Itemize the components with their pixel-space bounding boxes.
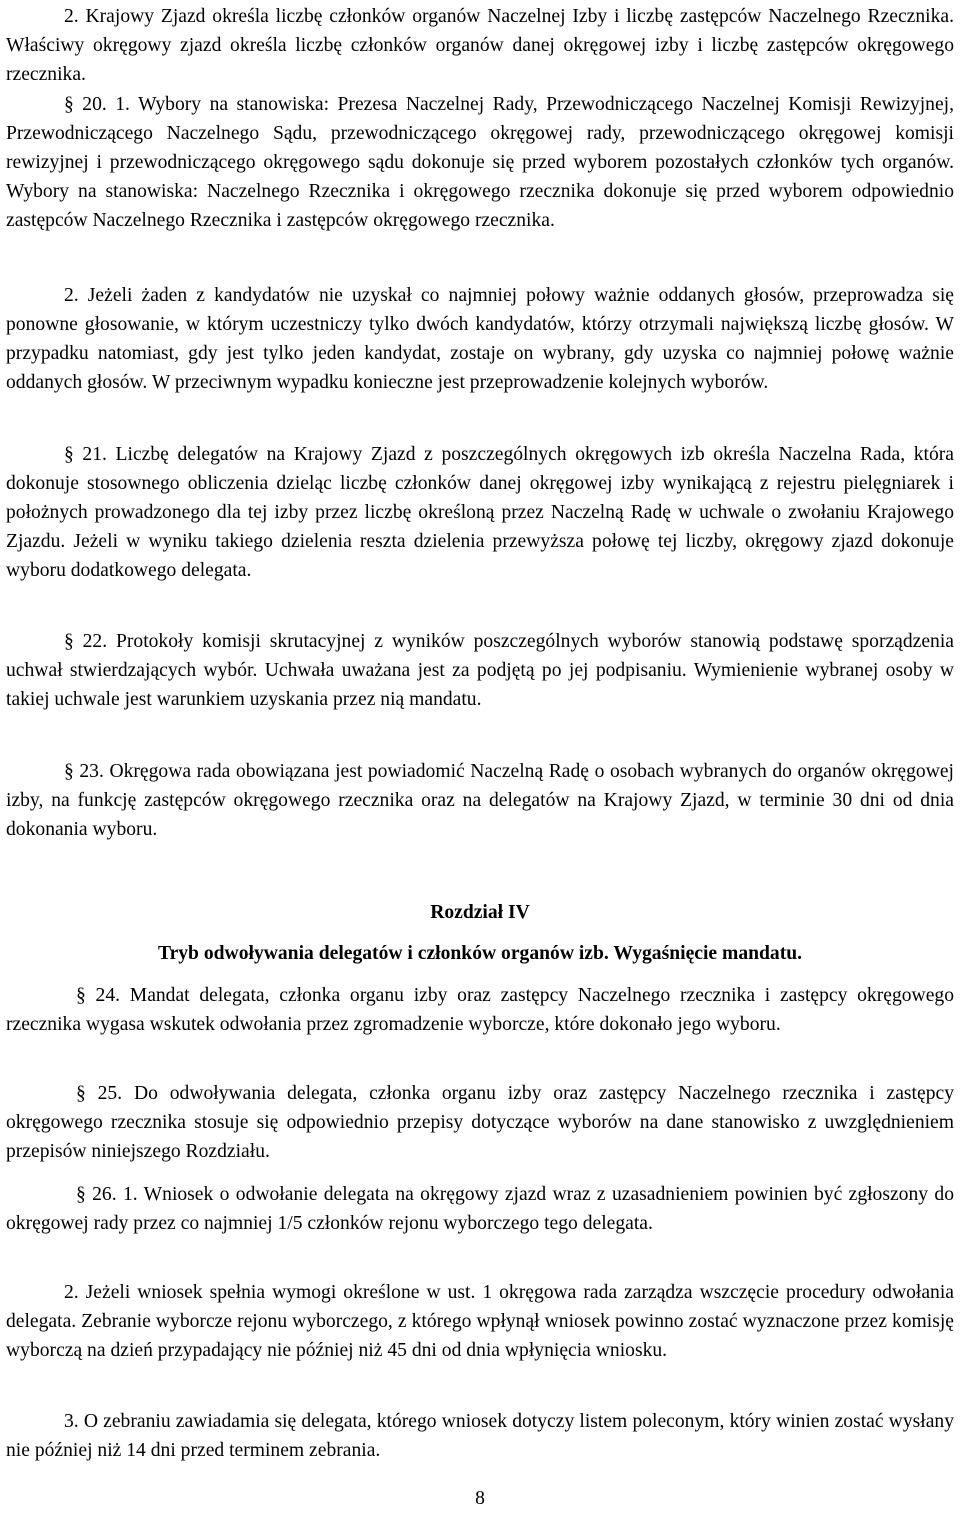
section-number: § 23. xyxy=(64,761,110,782)
section-number: § 25. xyxy=(76,1083,134,1104)
paragraph-text: Protokoły komisji skrutacyjnej z wyników poszczególnych wyborów stanowią podstawę sporządzenia uchwał stwierdzających wybór. Uchwała uważana jest za podjętą po jej podpisaniu. Wymienienie wybranej osoby w takiej uchwale jest warunkiem uzyskania przez nią mandatu. xyxy=(6,631,954,710)
section-26 xyxy=(6,1180,954,1238)
section-number: § 26. xyxy=(76,1184,123,1205)
paragraph-text: 2. Jeżeli żaden z kandydatów nie uzyskał co najmniej połowy ważnie oddanych głosów, przeprowadza się ponowne głosowanie, w którym uczestniczy tylko dwóch kandydatów, którzy otrzymali największą liczbę głosów. W przypadku natomiast, gdy jest tylko jeden kandydat, zostaje on wybrany, gdy uzyska co najmniej połowę ważnie oddanych głosów. W przeciwnym wypadku konieczne jest przeprowadzenie kolejnych wyborów. xyxy=(6,285,954,393)
paragraph-text: 2. Krajowy Zjazd określa liczbę członków organów Naczelnej Izby i liczbę zastępców Naczelnego Rzecznika. Właściwy okręgowy zjazd określa liczbę członków organów danej okręgowej izby i liczbę zastępców okręgowego rzecznika. xyxy=(6,6,954,85)
section-26-point-2 xyxy=(6,1278,954,1365)
section-24 xyxy=(6,981,954,1039)
section-23 xyxy=(6,757,954,844)
section-25 xyxy=(6,1079,954,1166)
section-26-point-3 xyxy=(6,1407,954,1465)
paragraph-text: 2. Jeżeli wniosek spełnia wymogi określone w ust. 1 okręgowa rada zarządza wszczęcie procedury odwołania delegata. Zebranie wyborcze rejonu wyborczego, z którego wpłynął wniosek powinno zostać wyznaczone przez komisję wyborczą na dzień przypadający nie później niż 45 dni od dnia wpłynięcia wniosku. xyxy=(6,1282,954,1361)
paragraph-text: 1. Wniosek o odwołanie delegata na okręgowy zjazd wraz z uzasadnieniem powinien być zgłoszony do okręgowej rady przez co najmniej 1/5 członków rejonu wyborczego tego delegata. xyxy=(6,1184,954,1234)
paragraph-text: Okręgowa rada obowiązana jest powiadomić Naczelną Radę o osobach wybranych do organów okręgowej izby, na funkcję zastępców okręgowego rzecznika oraz na delegatów na Krajowy Zjazd, w terminie 30 dni od dnia dokonania wyboru. xyxy=(6,761,954,840)
chapter-subtitle: Tryb odwoływania delegatów i członków organów izb. Wygaśnięcie mandatu. xyxy=(157,943,803,964)
section-number: § 21. xyxy=(64,444,116,465)
paragraph-krajowy-zjazd xyxy=(6,2,954,89)
paragraph-text: 1. Wybory na stanowiska: Prezesa Naczelnej Rady, Przewodniczącego Naczelnej Komisji Rewizyjnej, Przewodniczącego Naczelnego Sądu, przewodniczącego okręgowej rady, przewodniczącego okręgowej komisji rewizyjnej i przewodniczącego okręgowego sądu dokonuje się przed wyborem pozostałych członków tych organów. Wybory na stanowiska: Naczelnego Rzecznika i okręgowego rzecznika dokonuje się przed wyborem odpowiednio zastępców Naczelnego Rzecznika i zastępców okręgowego rzecznika. xyxy=(6,94,954,231)
section-number: § 22. xyxy=(64,631,116,652)
page-number: 8 xyxy=(475,1488,485,1509)
section-number: § 24. xyxy=(76,985,130,1006)
section-20-point-2 xyxy=(6,281,954,397)
paragraph-text: Mandat delegata, członka organu izby oraz zastępcy Naczelnego rzecznika i zastępcy okręgowego rzecznika wygasa wskutek odwołania przez zgromadzenie wyborcze, które dokonało jego wyboru. xyxy=(6,985,954,1035)
section-21 xyxy=(6,440,954,585)
section-20 xyxy=(6,90,954,235)
section-number: § 20. xyxy=(64,94,116,115)
chapter-title: Rozdział IV xyxy=(430,902,530,923)
paragraph-text: 3. O zebraniu zawiadamia się delegata, którego wniosek dotyczy listem poleconym, który winien zostać wysłany nie później niż 14 dni przed terminem zebrania. xyxy=(6,1411,954,1461)
paragraph-text: Do odwoływania delegata, członka organu izby oraz zastępcy Naczelnego rzecznika i zastępcy okręgowego rzecznika stosuje się odpowiednio przepisy dotyczące wyborów na dane stanowisko z uwzględnieniem przepisów niniejszego Rozdziału. xyxy=(6,1083,954,1162)
section-22 xyxy=(6,627,954,714)
paragraph-text: Liczbę delegatów na Krajowy Zjazd z poszczególnych okręgowych izb określa Naczelna Rada, która dokonuje stosownego obliczenia dzieląc liczbę członków danej okręgowej izby wynikającą z rejestru pielęgniarek i położnych prowadzonego dla tej izby przez liczbę określoną przez Naczelną Radę w uchwale o zwołaniu Krajowego Zjazdu. Jeżeli w wyniku takiego dzielenia reszta dzielenia przewyższa połowę tej liczby, okręgowy zjazd dokonuje wyboru dodatkowego delegata. xyxy=(6,444,954,581)
